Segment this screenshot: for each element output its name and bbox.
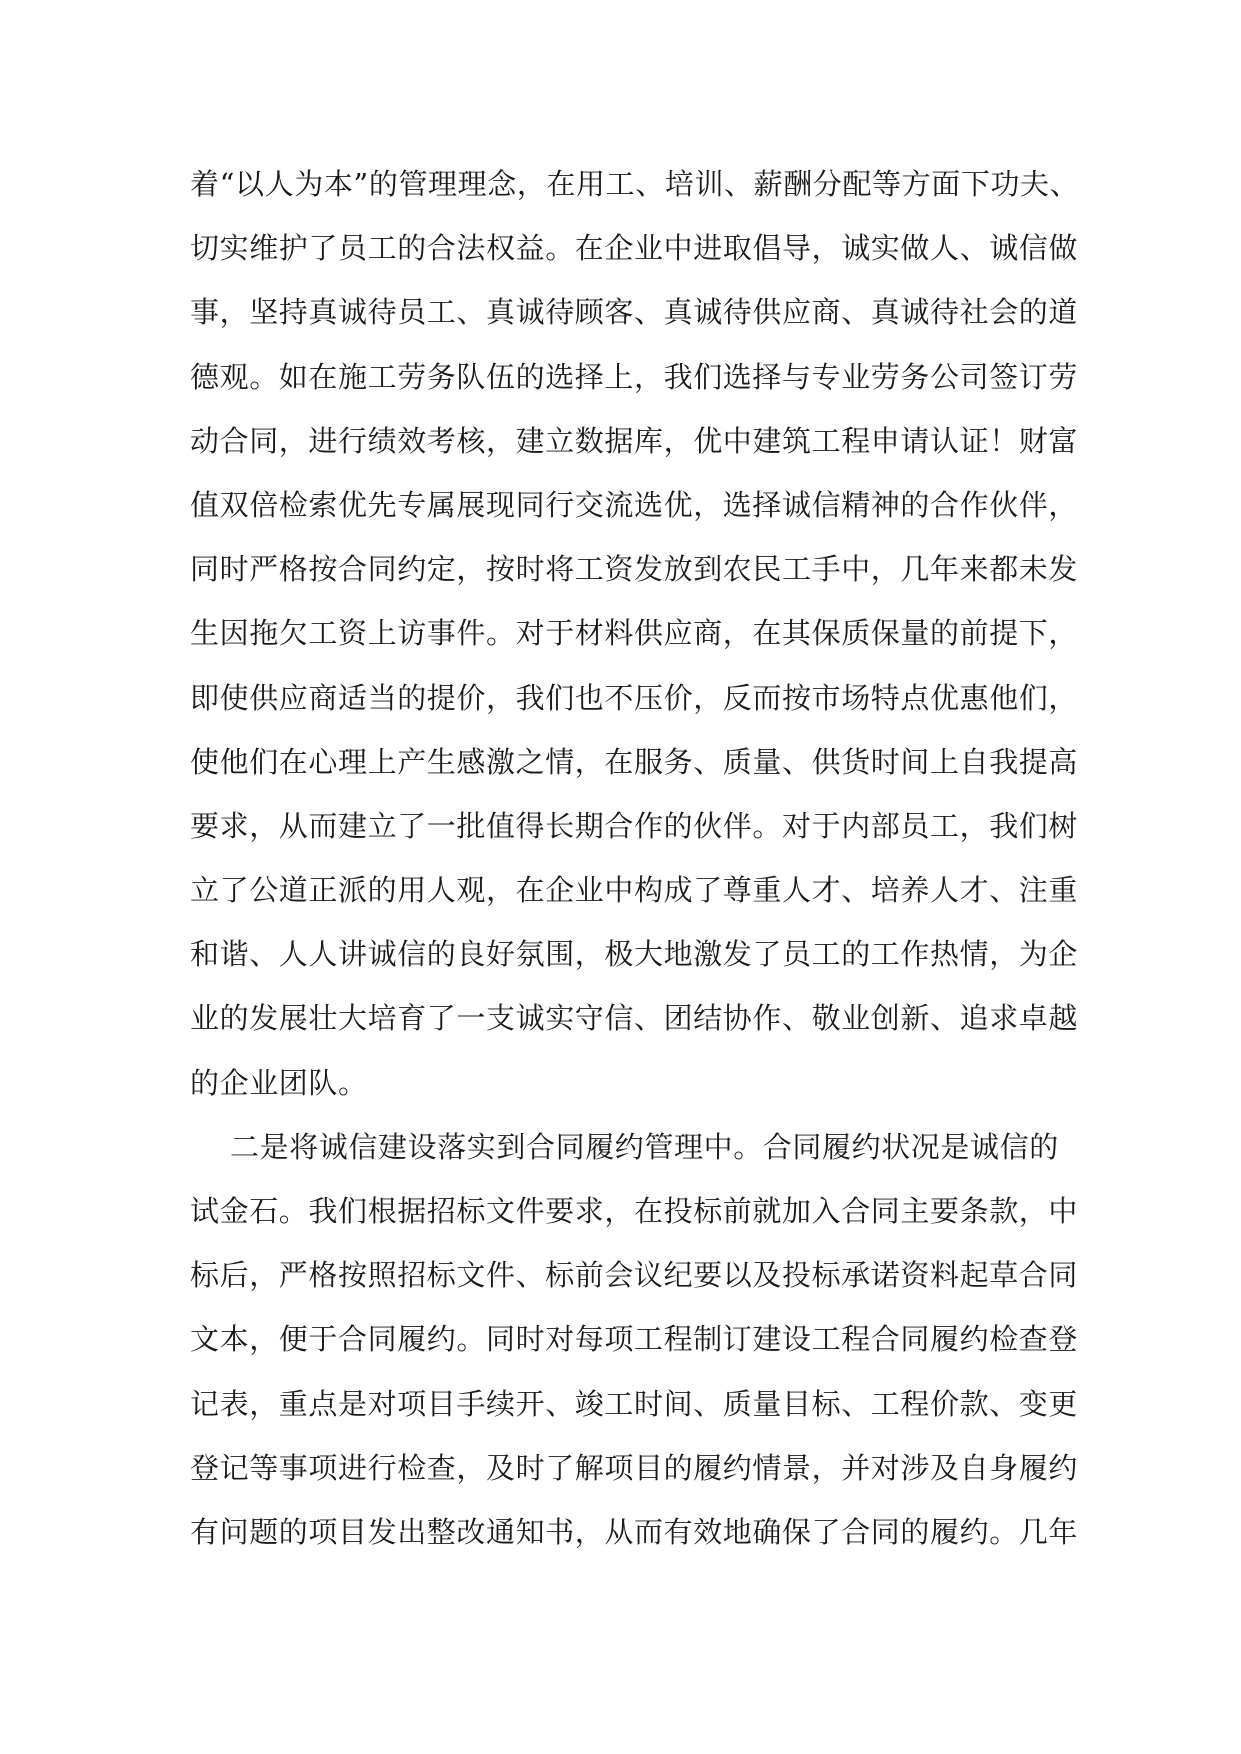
text-line: 使他们在心理上产生感激之情，在服务、质量、供货时间上自我提高 xyxy=(190,744,1079,779)
text-line: 着“以人为本”的管理理念，在用工、培训、薪酬分配等方面下功夫、 xyxy=(190,167,1080,201)
text-line: 试金石。我们根据招标文件要求，在投标前就加入合同主要条款，中 xyxy=(190,1194,1079,1228)
text-line: 立了公道正派的用人观，在企业中构成了尊重人才、培养人才、注重 xyxy=(190,873,1079,908)
text-line: 动合同，进行绩效考核，建立数据库，优中建筑工程申请认证！财富 xyxy=(190,423,1079,458)
text-line: 生因拖欠工资上访事件。对于材料供应商，在其保质保量的前提下， xyxy=(190,616,1079,651)
text-line: 值双倍检索优先专属展现同行交流选优，选择诚信精神的合作伙伴， xyxy=(190,487,1079,522)
text-line: 标后，严格按照招标文件、标前会议纪要以及投标承诺资料起草合同 xyxy=(190,1258,1079,1293)
text-line: 记表，重点是对项目手续开、竣工时间、质量目标、工程价款、变更 xyxy=(190,1386,1079,1421)
paragraph-start-line: 二是将诚信建设落实到合同履约管理中。合同履约状况是诚信的 xyxy=(230,1129,1059,1164)
text-line: 文本，便于合同履约。同时对每项工程制订建设工程合同履约检查登 xyxy=(190,1322,1079,1357)
text-line: 事，坚持真诚待员工、真诚待顾客、真诚待供应商、真诚待社会的道 xyxy=(190,295,1079,330)
text-line: 德观。如在施工劳务队伍的选择上，我们选择与专业劳务公司签订劳 xyxy=(190,359,1079,394)
text-line: 要求，从而建立了一批值得长期合作的伙伴。对于内部员工，我们树 xyxy=(190,808,1079,843)
text-line: 有问题的项目发出整改通知书，从而有效地确保了合同的履约。几年 xyxy=(190,1514,1079,1549)
text-line: 切实维护了员工的合法权益。在企业中进取倡导，诚实做人、诚信做 xyxy=(190,231,1079,266)
text-line: 业的发展壮大培育了一支诚实守信、团结协作、敬业创新、追求卓越 xyxy=(190,1001,1079,1036)
text-line: 即使供应商适当的提价，我们也不压价，反而按市场特点优惠他们， xyxy=(190,680,1079,715)
text-line: 同时严格按合同约定，按时将工资发放到农民工手中，几年来都未发 xyxy=(190,552,1079,587)
body-text xyxy=(190,152,1080,1564)
text-line: 的企业团队。 xyxy=(190,1065,368,1100)
text-line: 和谐、人人讲诚信的良好氛围，极大地激发了员工的工作热情，为企 xyxy=(190,937,1079,972)
text-line: 登记等事项进行检查，及时了解项目的履约情景，并对涉及自身履约 xyxy=(190,1450,1079,1485)
